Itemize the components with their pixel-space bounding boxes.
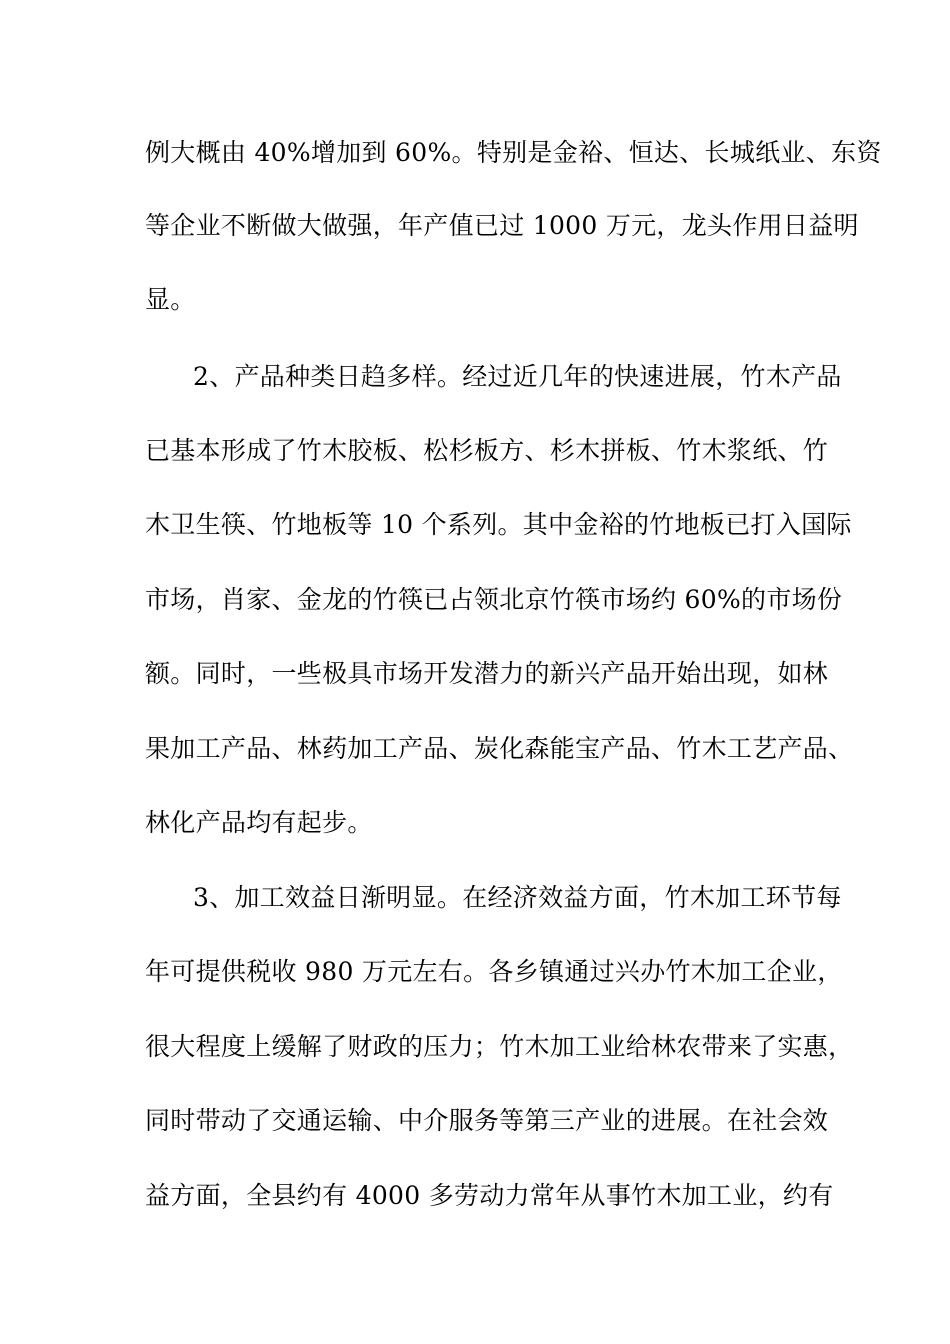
paragraph-line: 益方面，全县约有 4000 多劳动力常年从事竹木加工业，约有 bbox=[145, 1181, 834, 1210]
paragraph-line: 已基本形成了竹木胶板、松杉板方、杉木拼板、竹木浆纸、竹 bbox=[145, 436, 829, 465]
paragraph-line: 年可提供税收 980 万元左右。各乡镇通过兴办竹木加工企业， bbox=[145, 957, 843, 986]
paragraph-line: 例大概由 40%增加到 60%。特别是金裕、恒达、长城纸业、东资 bbox=[145, 138, 882, 167]
paragraph-line: 木卫生筷、竹地板等 10 个系列。其中金裕的竹地板已打入国际 bbox=[145, 510, 852, 539]
paragraph-line: 显。 bbox=[145, 285, 196, 314]
paragraph-line: 额。同时，一些极具市场开发潜力的新兴产品开始出现，如林 bbox=[145, 659, 829, 688]
paragraph-line: 林化产品均有起步。 bbox=[145, 808, 373, 837]
paragraph-line: 同时带动了交通运输、中介服务等第三产业的进展。在社会效 bbox=[145, 1106, 829, 1135]
paragraph-line: 3、加工效益日渐明显。在经济效益方面，竹木加工环节每 bbox=[193, 883, 842, 912]
paragraph-line: 很大程度上缓解了财政的压力；竹木加工业给林农带来了实惠， bbox=[145, 1032, 854, 1061]
paragraph-line: 2、产品种类日趋多样。经过近几年的快速进展，竹木产品 bbox=[193, 362, 842, 391]
paragraph-line: 市场，肖家、金龙的竹筷已占领北京竹筷市场约 60%的市场份 bbox=[145, 585, 843, 614]
paragraph-line: 等企业不断做大做强，年产值已过 1000 万元，龙头作用日益明 bbox=[145, 211, 859, 240]
paragraph-line: 果加工产品、林药加工产品、炭化森能宝产品、竹木工艺产品、 bbox=[145, 734, 854, 763]
